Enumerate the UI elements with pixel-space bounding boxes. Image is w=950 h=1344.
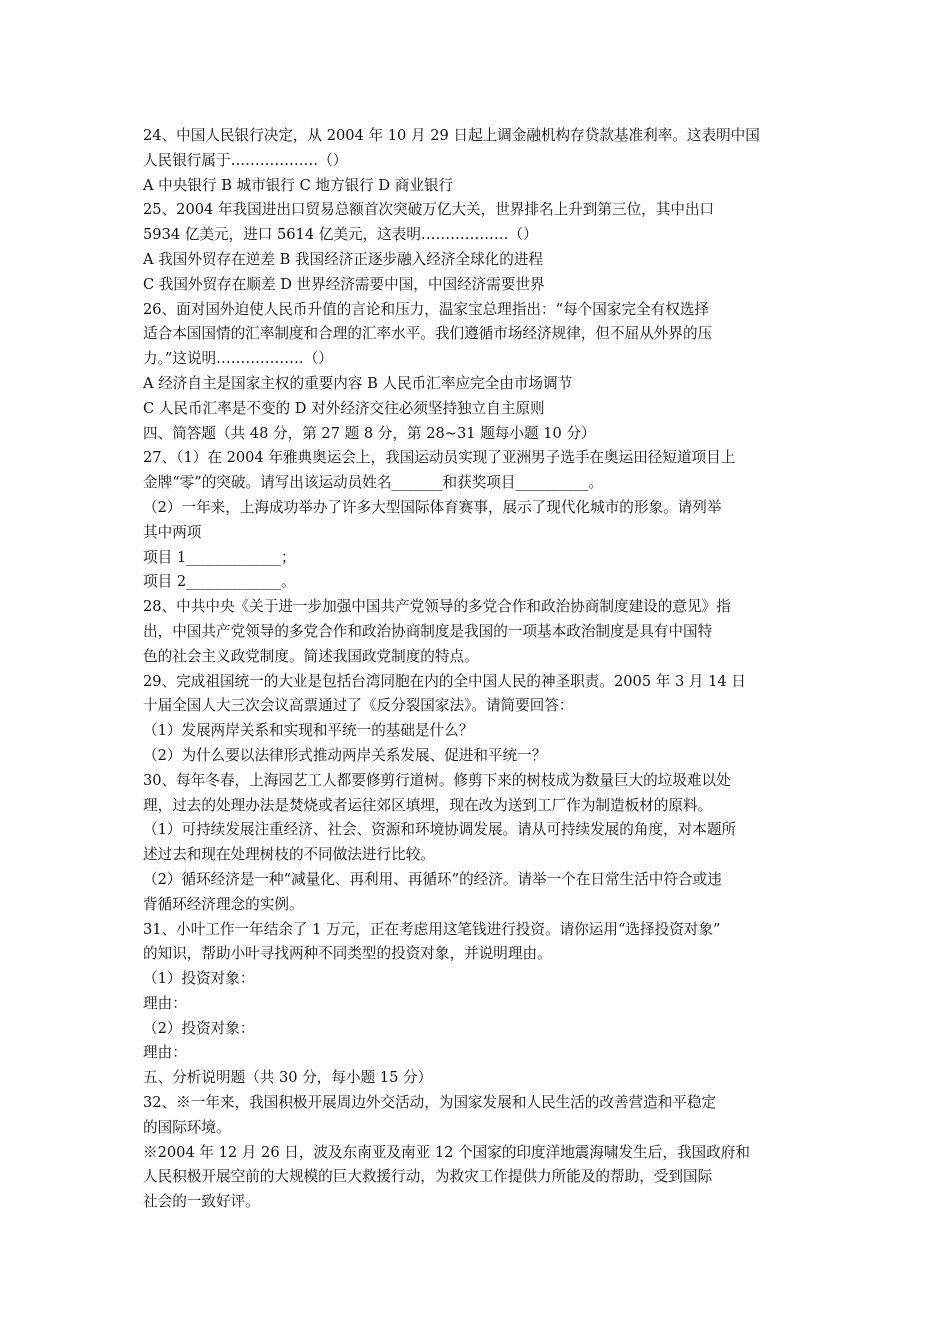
- section-5-heading: 五、分析说明题（共 30 分，每小题 15 分）: [143, 1069, 433, 1087]
- q32-line-2: 的国际环境。: [143, 1118, 231, 1136]
- q24-options: A 中央银行 B 城市银行 C 地方银行 D 商业银行: [143, 176, 454, 194]
- document-page: [143, 124, 811, 1215]
- q32-line-4: 人民积极开展空前的大规模的巨大救援行动，为救灾工作提供力所能及的帮助，受到国际: [143, 1168, 713, 1186]
- q32-line-3: ※2004 年 12 月 26 日，波及东南亚及南亚 12 个国家的印度洋地震海啸发生后，我国政府和: [143, 1143, 750, 1161]
- q29-part-1: （1）发展两岸关系和实现和平统一的基础是什么？: [143, 722, 474, 740]
- q30-part2-line-2: 背循环经济理念的实例。: [143, 895, 304, 913]
- q32-line-5: 社会的一致好评。: [143, 1193, 260, 1211]
- q27-part2-line-1: （2）一年来，上海成功举办了许多大型国际体育赛事，展示了现代化城市的形象。请列举: [143, 498, 722, 516]
- q26-options-cd: C 人民币汇率是不变的 D 对外经济交往必须坚持独立自主原则: [143, 399, 545, 417]
- q28-line-1: 28、中共中央《关于进一步加强中国共产党领导的多党合作和政治协商制度建设的意见》指: [143, 598, 731, 616]
- q30-line-1: 30、每年冬春，上海园艺工人都要修剪行道树。修剪下来的树枝成为数量巨大的垃圾难以处: [143, 771, 731, 789]
- section-4-heading: 四、简答题（共 48 分，第 27 题 8 分，第 28~31 题每小题 10 分）: [143, 424, 596, 442]
- q28-line-3: 色的社会主义政党制度。简述我国政党制度的特点。: [143, 647, 479, 665]
- q24-line-2: 人民银行属于………………（）: [143, 151, 348, 169]
- q30-part2-line-1: （2）循环经济是一种“减量化、再利用、再循环”的经济。请举一个在日常生活中符合或违: [143, 870, 722, 888]
- q29-part-2: （2）为什么要以法律形式推动两岸关系发展、促进和平统一？: [143, 746, 547, 764]
- q25-options-ab: A 我国外贸存在逆差 B 我国经济正逐步融入经济全球化的进程: [143, 250, 544, 268]
- q28-line-2: 出，中国共产党领导的多党合作和政治协商制度是我国的一项基本政治制度是具有中国特: [143, 622, 713, 640]
- q27-item-2: 项目 2_____________。: [143, 573, 296, 591]
- q27-item-1: 项目 1_____________；: [143, 548, 296, 566]
- q31-line-1: 31、小叶工作一年结余了 1 万元，正在考虑用这笔钱进行投资。请你运用“选择投资对象”: [143, 920, 721, 938]
- q31-part2-target: （2）投资对象：: [143, 1019, 255, 1037]
- q27-line-2: 金牌“零”的突破。请写出该运动员姓名_______和获奖项目__________。: [143, 474, 604, 492]
- q27-line-1: 27、（1）在 2004 年雅典奥运会上，我国运动员实现了亚洲男子选手在奥运田径短道项目上: [143, 449, 736, 467]
- q27-part2-line-2: 其中两项: [143, 523, 202, 541]
- q26-line-1: 26、面对国外迫使人民币升值的言论和压力，温家宝总理指出：“每个国家完全有权选择: [143, 300, 710, 318]
- q29-line-2: 十届全国人大三次会议高票通过了《反分裂国家法》。请简要回答：: [143, 697, 574, 715]
- q25-line-2: 5934 亿美元，进口 5614 亿美元，这表明………………（）: [143, 226, 538, 244]
- q31-part1-reason: 理由：: [143, 994, 187, 1012]
- q30-part1-line-2: 述过去和现在处理树枝的不同做法进行比较。: [143, 846, 435, 864]
- q30-line-2: 理，过去的处理办法是焚烧或者运往郊区填埋，现在改为送到工厂作为制造板材的原料。: [143, 796, 713, 814]
- q30-part1-line-1: （1）可持续发展注重经济、社会、资源和环境协调发展。请从可持续发展的角度，对本题所: [143, 821, 737, 839]
- q26-line-2: 适合本国国情的汇率制度和合理的汇率水平。我们遵循市场经济规律，但不屈从外界的压: [143, 325, 713, 343]
- q32-line-1: 32、※一年来，我国积极开展周边外交活动，为国家发展和人民生活的改善营造和平稳定: [143, 1094, 717, 1112]
- q25-options-cd: C 我国外贸存在顺差 D 世界经济需要中国，中国经济需要世界: [143, 275, 545, 293]
- q26-line-3: 力。”这说明………………（）: [143, 350, 333, 368]
- q31-line-2: 的知识，帮助小叶寻找两种不同类型的投资对象，并说明理由。: [143, 945, 552, 963]
- q31-part2-reason: 理由：: [143, 1044, 187, 1062]
- q25-line-1: 25、2004 年我国进出口贸易总额首次突破万亿大关，世界排名上升到第三位，其中出口: [143, 201, 715, 219]
- q31-part1-target: （1）投资对象：: [143, 970, 255, 988]
- q24-line-1: 24、中国人民银行决定，从 2004 年 10 月 29 日起上调金融机构存贷款基准利率。这表明中国: [143, 127, 760, 144]
- q29-line-1: 29、完成祖国统一的大业是包括台湾同胞在内的全中国人民的神圣职责。2005 年 3 月 14 日: [143, 672, 746, 690]
- q26-options-ab: A 经济自主是国家主权的重要内容 B 人民币汇率应完全由市场调节: [143, 374, 573, 392]
